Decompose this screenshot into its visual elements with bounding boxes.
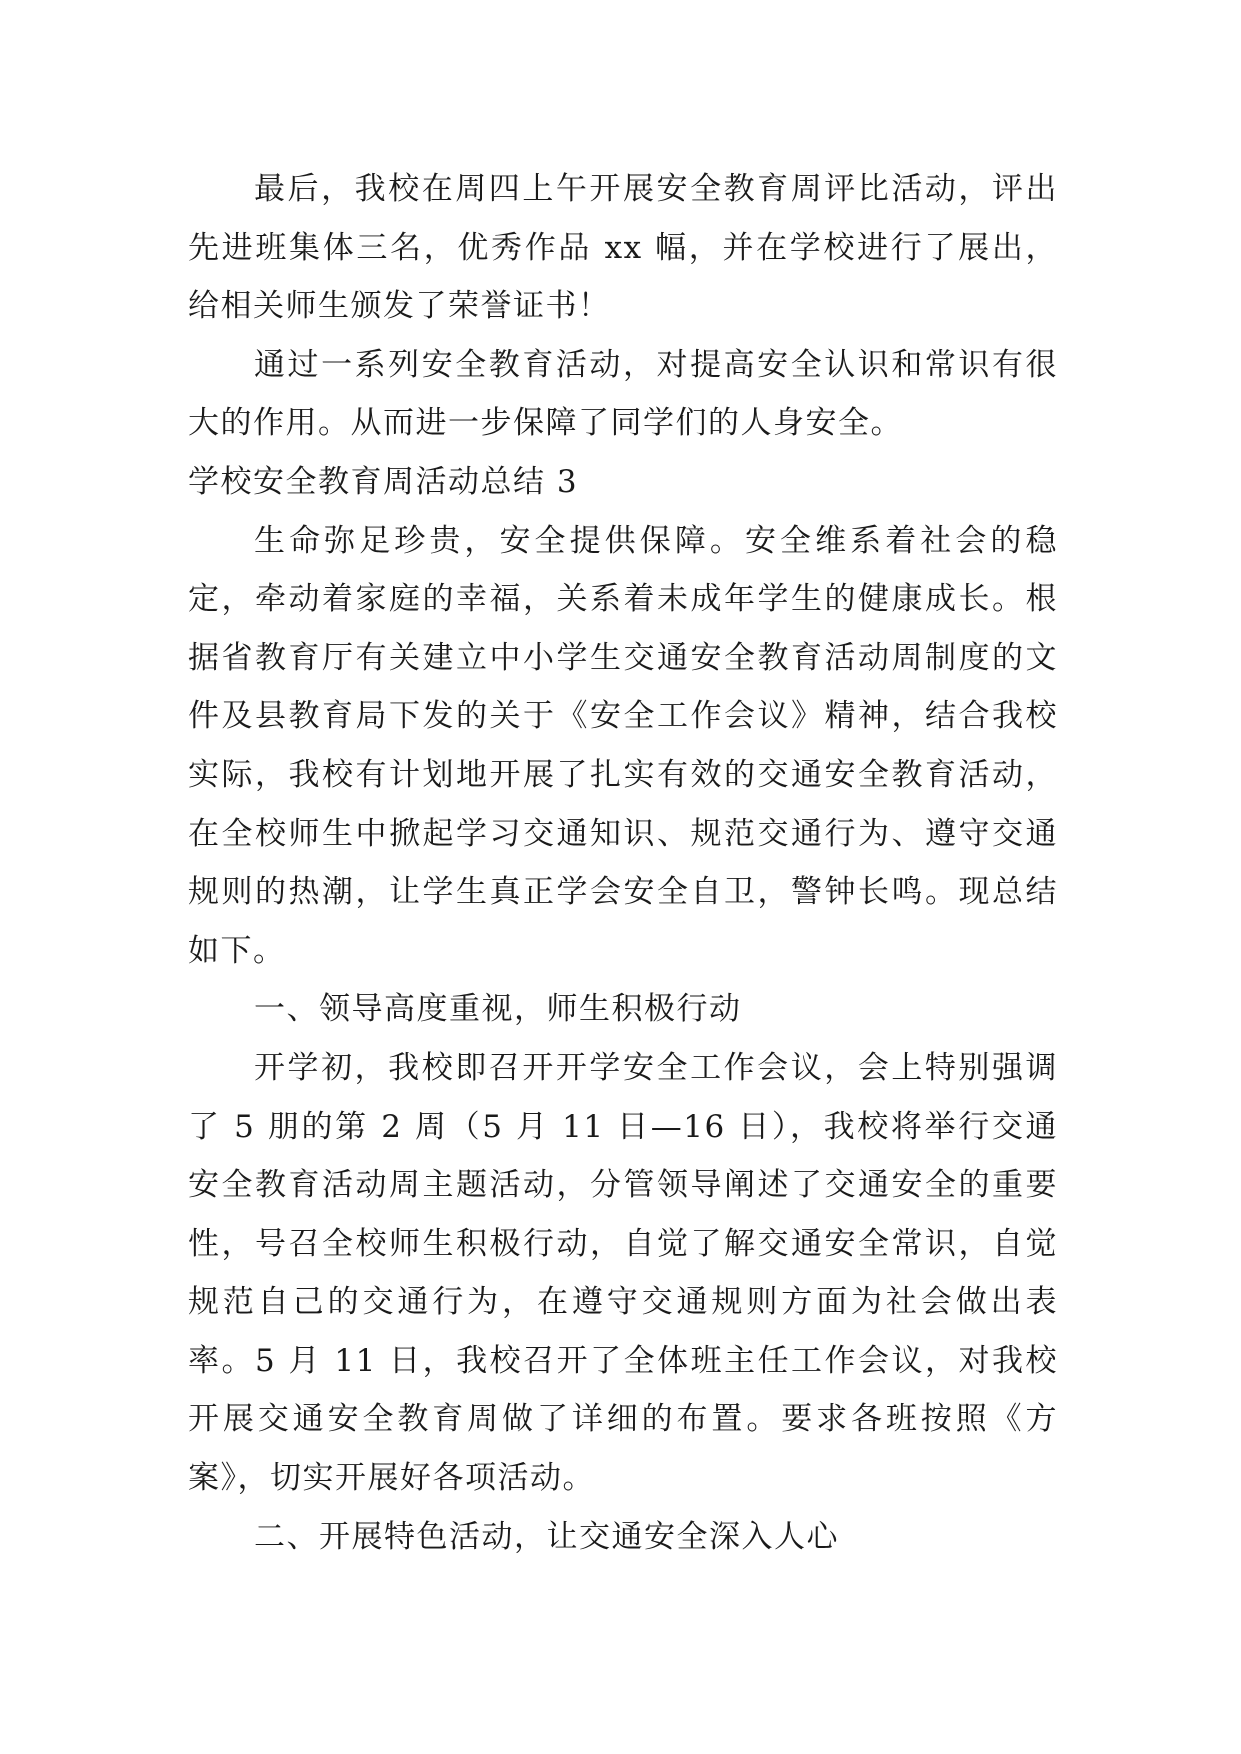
subheading-activities: 二、开展特色活动，让交通安全深入人心 <box>254 1518 839 1555</box>
subheading-leadership: 一、领导高度重视，师生积极行动 <box>254 991 742 1028</box>
section-title: 学校安全教育周活动总结 3 <box>188 463 579 500</box>
paragraph-meeting: 开学初，我校即召开开学安全工作会议，会上特别强调了 5 朋的第 2 周（5 月 11 日—16 日），我校将举行交通安全教育活动周主题活动，分管领导阐述了交通安全的重要性，号召全校师生积极行动，自觉了解交通安全常识，自觉规范自己的交通行为，在遵守交通规则方面为社会做出表率。5 月 11 日，我校召开了全体班主任工作会议，对我校开展交通安全教育周做了详细的布置。要求各班按照《方案》，切实开展好各项活动。 <box>188 1049 1058 1497</box>
paragraph-intro: 生命弥足珍贵，安全提供保障。安全维系着社会的稳定，牵动着家庭的幸福，关系着未成年学生的健康成长。根据省教育厅有关建立中小学生交通安全教育活动周制度的文件及县教育局下发的关于《安全工作会议》精神，结合我校实际，我校有计划地开展了扎实有效的交通安全教育活动，在全校师生中掀起学习交通知识、规范交通行为、遵守交通规则的热潮，让学生真正学会安全自卫，警钟长鸣。现总结如下。 <box>188 522 1058 969</box>
paragraph-awards: 最后，我校在周四上午开展安全教育周评比活动，评出先进班集体三名，优秀作品 xx 幅，并在学校进行了展出，给相关师生颁发了荣誉证书！ <box>188 171 1058 325</box>
document-page <box>188 160 1058 1566</box>
paragraph-conclusion: 通过一系列安全教育活动，对提高安全认识和常识有很大的作用。从而进一步保障了同学们的人身安全。 <box>188 346 1058 442</box>
